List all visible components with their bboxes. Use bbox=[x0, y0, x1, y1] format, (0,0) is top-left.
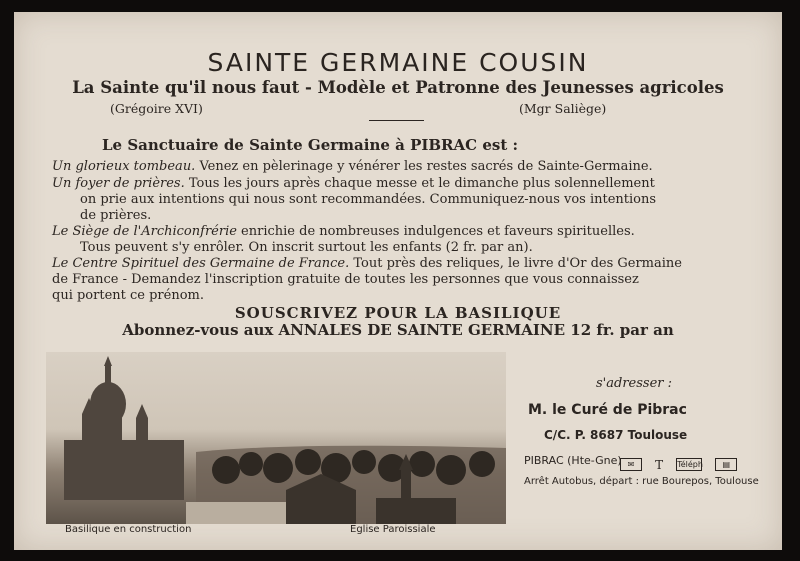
attribution-right: (Mgr Saliège) bbox=[519, 101, 607, 116]
sanctuary-lead: Le Sanctuaire de Sainte Germaine à PIBRAC est : bbox=[102, 136, 519, 154]
address-name: M. le Curé de Pibrac bbox=[528, 402, 687, 418]
prayers-heading: Un foyer de prières. bbox=[52, 176, 185, 191]
prayers-line-2: on prie aux intentions qui nous sont recommandées. Communiquez-nous vos intentions bbox=[80, 192, 657, 207]
spiritual-center-heading: Le Centre Spirituel des Germaine de France. bbox=[52, 256, 350, 271]
archconfraternity-heading: Le Siège de l'Archiconfrérie bbox=[52, 224, 237, 239]
spiritual-center-text: Tout près des reliques, le livre d'Or des Germaine bbox=[349, 256, 682, 271]
telephone-icon: Téléph bbox=[677, 460, 703, 469]
prayers-line-3: de prières. bbox=[80, 208, 152, 223]
card-title: SAINTE GERMAINE COUSIN bbox=[207, 48, 589, 77]
prayers-text: Tous les jours après chaque messe et le dimanche plus solennellement bbox=[184, 176, 655, 191]
telegraph-icon: T bbox=[655, 458, 664, 472]
address-place: PIBRAC (Hte-Gne) bbox=[524, 454, 622, 467]
tomb-heading: Un glorieux tombeau. bbox=[52, 159, 196, 174]
address-bus-stop: Arrêt Autobus, départ : rue Bourepos, Toulouse bbox=[524, 476, 759, 487]
archconfraternity-text: enrichie de nombreuses indulgences et faveurs spirituelles. bbox=[236, 224, 635, 239]
subscribe-basilica: SOUSCRIVEZ POUR LA BASILIQUE bbox=[234, 304, 562, 322]
archconfraternity-line-2: Tous peuvent s'y enrôler. On inscrit surtout les enfants (2 fr. par an). bbox=[80, 240, 533, 255]
spiritual-center-line-3: qui portent ce prénom. bbox=[52, 288, 204, 303]
mail-envelope-icon: ✉ bbox=[620, 458, 642, 471]
subscribe-annals: Abonnez-vous aux ANNALES DE SAINTE GERMAINE 12 fr. par an bbox=[122, 321, 674, 339]
paragraph-prayers bbox=[52, 176, 656, 224]
caption-parish-church: Eglise Paroissiale bbox=[350, 524, 436, 535]
basilica-illustration bbox=[46, 352, 506, 524]
paragraph-archconfraternity bbox=[52, 224, 635, 256]
tomb-text: Venez en pèlerinage y vénérer les restes sacrés de Sainte-Germaine. bbox=[195, 159, 653, 174]
paragraph-tomb bbox=[52, 159, 653, 175]
basilica-drawing bbox=[46, 352, 506, 524]
caption-basilica: Basilique en construction bbox=[65, 524, 192, 535]
train-icon: ▤ bbox=[715, 458, 737, 471]
address-label: s'adresser : bbox=[596, 376, 672, 391]
spiritual-center-line-2: de France - Demandez l'inscription gratuite de toutes les personnes que vous connaissez bbox=[52, 272, 639, 287]
title-divider bbox=[369, 120, 424, 121]
postcard bbox=[14, 12, 782, 550]
address-account: C/C. P. 8687 Toulouse bbox=[544, 428, 688, 442]
card-subtitle: La Sainte qu'il nous faut - Modèle et Patronne des Jeunesses agricoles bbox=[72, 78, 724, 97]
attribution-left: (Grégoire XVI) bbox=[110, 101, 203, 116]
contact-symbols bbox=[620, 454, 745, 473]
paragraph-spiritual-center bbox=[52, 256, 682, 304]
